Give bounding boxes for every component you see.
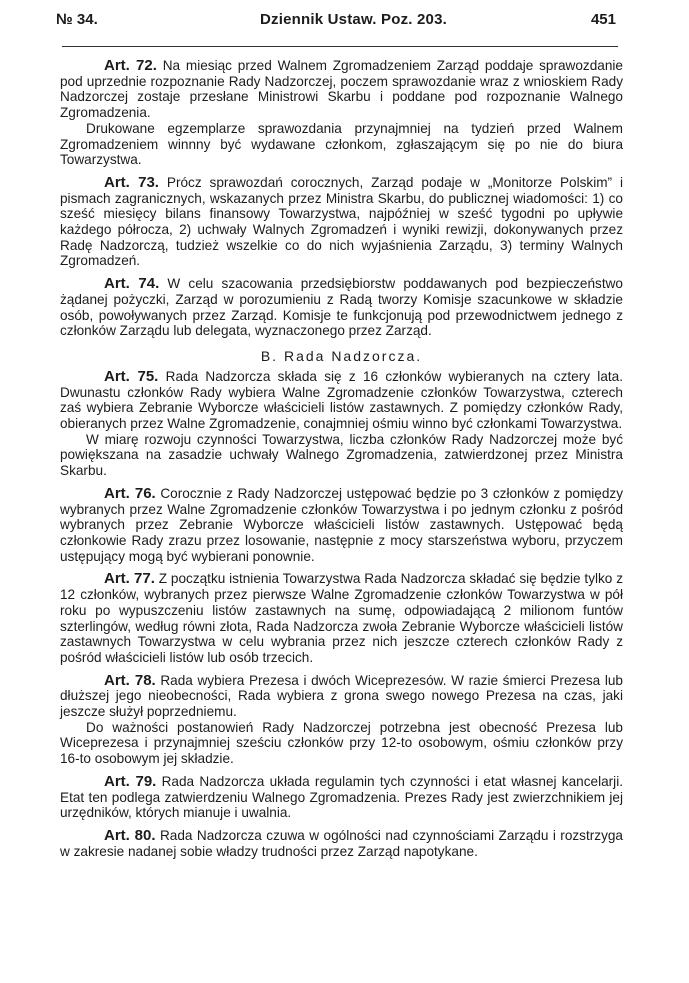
article-text: Rada Nadzorcza składa się z 16 członków wybieranych na cztery lata. Dwunastu członków Rady wybiera Walne Zgromadzenie członków Towarzystwa, czterech zaś wybiera Zebranie Wyborcze właścicieli listów zastawnych. Z pomiędzy członków Rady, obieranych przez Walne Zgromadzenie, conajmniej ośmiu winno być członkami Towarzystwa. — [60, 368, 623, 432]
article-text: Prócz sprawozdań corocznych, Zarząd podaje w „Monitorze Polskim” i pismach zagranicznych, wskazanych przez Ministra Skarbu, do publicznej wiadomości: 1) co sześć miesięcy bilans finansowy Towarzystwa, najpóźniej w sześć tygodni po upływie każdego półrocza, 2) uchwały Walnych Zgromadzeń i wyniki rewizji, dokonywanych przez Radę Nadzorczą, tudzież wszelkie co do nich wyjaśnienia Zarządu, 3) terminy Walnych Zgromadzeń. — [60, 174, 623, 269]
page-number: 451 — [590, 11, 616, 28]
article-label: Art. 76. — [104, 484, 156, 502]
article-74 — [60, 276, 623, 339]
journal-title: Dziennik Ustaw. Poz. 203. — [260, 11, 447, 28]
article-label: Art. 73. — [104, 173, 159, 191]
article-label: Art. 78. — [104, 671, 156, 689]
article-label: Art. 77. — [104, 570, 155, 588]
article-75-continuation — [60, 432, 623, 479]
article-text: Rada Nadzorcza układa regulamin tych czynności i etat własnej kancelarji. Etat ten podlega zatwierdzeniu Walnego Zgromadzenia. Prezes Rady jest zwierzchnikiem jej urzędników, których mianuje i uwalnia. — [60, 773, 623, 821]
article-text: W celu szacowania przedsiębiorstw poddawanych pod bezpieczeństwo żądanej pożyczki, Zarząd w porozumieniu z Radą tworzy Komisje szacunkowe w składzie osób, powoływanych przez Zarząd. Komisje te funkcjonują pod przewodnictwem jednego z członków Zarządu lub delegata, wyznaczonego przez Zarząd. — [60, 276, 623, 339]
article-label: Art. 74. — [104, 275, 160, 293]
article-73 — [60, 175, 623, 269]
article-text: Rada wybiera Prezesa i dwóch Wiceprezesów. W razie śmierci Prezesa lub dłuższej jego nieobecności, Rada wybiera z grona swego nowego Prezesa na czas, jaki jeszcze służył poprzedniemu. — [60, 672, 623, 720]
article-text: Rada Nadzorcza czuwa w ogólności nad czynnościami Zarządu i rozstrzyga w zakresie nadanej sobie władzy trudności przez Zarząd napotykane. — [60, 827, 623, 859]
article-75 — [60, 369, 623, 432]
article-77 — [60, 571, 623, 665]
article-text: Z początku istnienia Towarzystwa Rada Nadzorcza składać się będzie tylko z 12 członków, wybranych przez pierwsze Walne Zgromadzenie członków Towarzystwa w pół roku po wypuszczeniu listów zastawnych na sumę, odpowiadającą 2 milionom funtów szterlingów, według równi złota, Rada Nadzorcza zwoła Zebranie Wyborcze właścicieli listów zastawnych Towarzystwa w celu wybrania przez nich jeszcze czterech członków Rady z pośród właścicieli listów lub osób trzecich. — [60, 571, 623, 665]
document-body — [60, 58, 623, 859]
page-header — [56, 11, 616, 37]
article-text: Na miesiąc przed Walnem Zgromadzeniem Zarząd poddaje sprawozdanie pod uprzednie rozpoznanie Rady Nadzorczej, poczem sprawozdanie wraz z wnioskiem Rady Nadzorczej zostaje przesłane Ministrowi Skarbu i poddane pod rozpoznanie Walnego Zgromadzenia. — [60, 58, 623, 121]
article-label: Art. 75. — [104, 367, 159, 385]
paragraph-text: Do ważności postanowień Rady Nadzorczej potrzebna jest obecność Prezesa lub Wiceprezesa i przynajmniej sześciu członków przy 12-to osobowym, ośmiu członków przy 16-to osobowym jej składzie. — [60, 719, 623, 767]
article-72-continuation — [60, 121, 623, 168]
article-78 — [60, 673, 623, 720]
article-72 — [60, 58, 623, 121]
article-label: Art. 79. — [104, 772, 157, 790]
paragraph-text: W miarę rozwoju czynności Towarzystwa, liczba członków Rady Nadzorczej może być powiększana na zasadzie uchwały Walnego Zgromadzenia, zatwierdzonej przez Ministra Skarbu. — [60, 431, 623, 479]
article-78-continuation — [60, 720, 623, 767]
header-divider — [62, 46, 618, 47]
article-79 — [60, 774, 623, 821]
article-76 — [60, 486, 623, 565]
paragraph-text: Drukowane egzemplarze sprawozdania przynajmniej na tydzień przed Walnem Zgromadzeniem winnny być wydawane członkom, zgłaszającym się po nie do biura Towarzystwa. — [60, 120, 623, 168]
issue-number: № 34. — [56, 11, 98, 28]
section-heading: B. Rada Nadzorcza. — [260, 347, 423, 364]
article-label: Art. 72. — [104, 57, 157, 74]
article-text: Corocznie z Rady Nadzorczej ustępować będzie po 3 członków z pomiędzy wybranych przez Walne Zgromadzenie członków Towarzystwa i po jednym członku z pośród wybranych przez Zebranie Wyborcze właścicieli listów zastawnych. Ustępować będą członkowie Rady zrazu przez losowanie, następnie z mocy starszeństwa wyboru, przyczem ustępujący mogą być wybierani ponownie. — [60, 485, 624, 564]
article-80 — [60, 828, 623, 859]
article-label: Art. 80. — [104, 826, 156, 844]
